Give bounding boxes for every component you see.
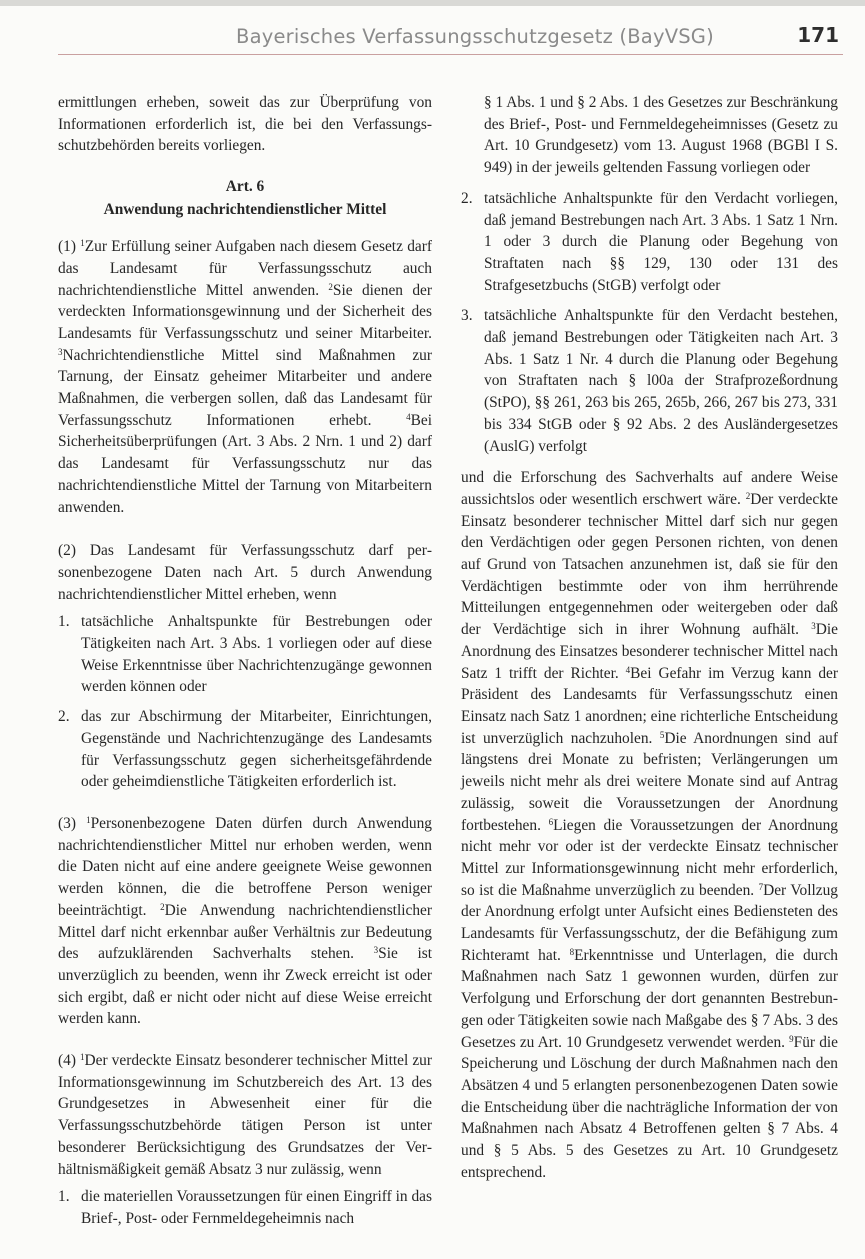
page-top-edge <box>0 0 865 6</box>
sentence-number: 1 <box>80 1052 85 1063</box>
list-item: 2. das zur Abschirmung der Mitarbeiter, Einrichtungen, Gegenstände und Nachrichtenzugänge des Landesamts für Verfassungsschutz gegen sicherheitsgefährdende oder geheimdienstliche Tätigkeiten erforderlich ist. <box>58 708 432 791</box>
list-item: 2. tatsächliche Anhaltspunkte für den Verdacht vorliegen, daß jemand Bestrebungen nach Art. 3 Abs. 1 Satz 1 Nrn. 1 oder 3 durch die Planung oder Begehung von Straftaten nach §§ 129, 130 oder 131 des Strafgesetzbuchs (StGB) verfolgt oder <box>461 189 838 294</box>
left-column <box>58 92 432 1230</box>
header-title: Bayerisches Verfassungsschutzgesetz (BayVSG) <box>236 25 714 48</box>
article-number: Art. 6 <box>225 178 265 196</box>
sentence-number: 3 <box>373 945 379 956</box>
sentence-number: 4 <box>406 411 411 422</box>
paragraph-abs4: (4) $^1$Der verdeckte Einsatz besonderer technischer Mittel zur Informationsgewinnung im Schutzbereich des Art. 13 des Grundgesetzes in Abwesenheit einer für die Verfassungsschutzbehörde tätigen Person ist unter besonderer Berücksichtigung des Grundsatzes der Verhältnismäßigkeit gemäß Absatz 3 nur zulässig, wenn <box>58 1052 433 1178</box>
list-item: 3. tatsächliche Anhaltspunkte für den Verdacht bestehen, daß jemand Bestrebungen oder Tätigkeiten nach Art. 3 Abs. 1 Satz 1 Nr. 4 durch die Planung oder Begehung von Straftaten nach § l00a der Strafprozeßordnung (StPO), §§ 261, 263 bis 265, 265b, 266, 267 bis 273, 331 bis 334 StGB oder § 92 Abs. 2 des Ausländergesetzes (AuslG) verfolgt <box>461 307 838 455</box>
article-heading <box>58 175 432 221</box>
sentence-number: 5 <box>659 729 665 740</box>
sentence-number: 6 <box>548 816 554 827</box>
sentence-number: 2 <box>328 281 333 292</box>
sentence-number: 7 <box>758 881 764 892</box>
sentence-number: 3 <box>811 621 816 632</box>
sentence-number: 9 <box>789 1033 794 1044</box>
right-column <box>461 92 838 1183</box>
running-header <box>58 22 843 55</box>
page-number: 171 <box>797 23 839 47</box>
paragraph-continuation: und die Erforschung des Sachverhalts auf andere Weise aussichtslos oder wesentlich erschwert wäre. $^2$Der verdeckte Einsatz besonderer technischer Mittel darf sich nur gegen den Verdächtigen oder gegen Personen richten, von denen auf Grund von Tatsachen anzunehmen ist, daß sie für den Verdächtigen bestimmte oder von ihm herrührende Mitteilungen entgegennehmen oder weitergeben oder daß der Verdächtige sich in ihrer Wohnung aufhält. $^3$Die Anordnung des Einsatzes besonderer technischer Mittel nach Satz 1 trifft der Richter. $^4$Bei Gefahr im Verzug kann der Präsident des Landesamts für Verfassungsschutz einen Einsatz nach Satz 1 anordnen; eine richterliche Entscheidung ist unverzüglich nachzuholen. $^5$Die Anordnungen sind auf längstens drei Monate zu befristen; Verlängerungen um jeweils nicht mehr als drei weitere Monate sind auf Antrag zulässig, soweit die Voraussetzungen der Anordnung fortbestehen. $^6$Liegen die Voraussetzungen der Anordnung nicht mehr vor oder ist der verdeckte Einsatz technischer Mittel zur Informationsgewinnung nicht mehr erforderlich, so ist die Maßnahme unverzüglich zu beenden. $^7$Der Vollzug der Anordnung erfolgt unter Aufsicht eines Bediensteten des Landesamts für Verfassungsschutz, der die Befähigung zum Richteramt hat. $^8$Erkenntnisse und Unterlagen, die durch Maßnahmen nach Satz 1 gewonnen wurden, dürfen zur Verfolgung und Erforschung der dort genannten Bestrebungen oder Tätigkeiten sowie nach Maßgabe des § 7 Abs. 3 des Gesetzes zu Art. 10 Grundgesetz verwendet werden. $^9$Für die Speicherung und Löschung der durch Maßnahmen nach den Absätzen 4 und 5 erlangten personenbezogenen Daten sowie die Entscheidung über die nachträgliche Information der von Maßnahmen nach Absatz 4 Betroffenen gelten § 7 Abs. 4 und § 5 Abs. 5 des Gesetzes zu Art. 10 Grundgesetz entsprechend. <box>461 469 839 1181</box>
article-title: Anwendung nachrichtendienstlicher Mittel <box>103 201 387 219</box>
sentence-number: 2 <box>745 490 751 501</box>
intro-paragraph: ermittlungen erheben, soweit das zur Überprüfung von Informationen erforderlich ist, die bei den Verfassungsschutzbehörden bereits vorliegen. <box>58 94 432 155</box>
sentence-number: 4 <box>625 664 631 675</box>
list-item-continuation: § 1 Abs. 1 und § 2 Abs. 1 des Gesetzes zur Beschränkung des Brief-, Post- und Fernmeldegeheimnisses (Gesetz zu Art. 10 Grundgesetz) vom 13. August 1968 (BGBl I S. 949) in der jeweils geltenden Fassung vorliegen oder <box>484 94 838 177</box>
paragraph-abs2: (2) Das Landesamt für Verfassungsschutz darf personenbezogene Daten nach Art. 5 durch Anwendung nachrichtendienstlicher Mittel erheben, wenn <box>58 542 432 603</box>
list-item: 1. die materiellen Voraussetzungen für einen Eingriff in das Brief-, Post- oder Fernmeldegeheimnis nach <box>58 1188 432 1227</box>
sentence-number: 1 <box>80 238 85 249</box>
paragraph-abs1: (1) $^1$Zur Erfüllung seiner Aufgaben nach diesem Gesetz darf das Landesamt für Verfassungsschutz auch nachrichtendienstliche Mittel anwenden. $^2$Sie dienen der verdeckten Informationsgewinnung und der Sicherheit des Landesamts für Verfassungsschutz und seiner Mitarbeiter. $^3$Nachrichtendienstliche Mittel sind Maßnahmen zur Tarnung, der Einsatz geheimer Mitarbeiter und andere Maßnahmen, die verbergen sollen, daß das Landesamt für Verfassungsschutz Informationen erhebt. $^4$Bei Sicherheitsüberprüfungen (Art. 3 Abs. 2 Nrn. 1 und 2) darf das Landesamt für Verfassungsschutz nur das nachrichtendienstliche Mittel der Tarnung von Mitarbeitern anwenden. <box>58 238 432 516</box>
sentence-number: 2 <box>160 901 165 912</box>
list-item: 1. tatsächliche Anhaltspunkte für Bestrebungen oder Tätigkeiten nach Art. 3 Abs. 1 vorliegen oder auf diese Weise Erkenntnisse über Nachrichtenzugänge gewonnen werden können oder <box>58 613 432 696</box>
sentence-number: 8 <box>569 946 575 957</box>
sentence-number: 3 <box>58 346 63 357</box>
sentence-number: 1 <box>86 814 91 825</box>
paragraph-abs3: (3) $^1$Personenbezogene Daten dürfen durch Anwendung nachrichtendienstlicher Mittel nur erhoben werden, wenn die Daten nicht auf eine andere geeignete Weise gewonnen werden können, die die betroffene Person weniger beeinträchtigt. $^2$Die Anwendung nachrichtendienstlicher Mittel darf nicht erkennbar außer Verhältnis zur Bedeutung des aufzuklärenden Sachverhalts stehen. $^3$Sie ist unverzüglich zu beenden, wenn ihr Zweck erreicht ist oder sich ergibt, daß er nicht oder nicht auf diese Weise erreicht werden kann. <box>58 814 433 1028</box>
